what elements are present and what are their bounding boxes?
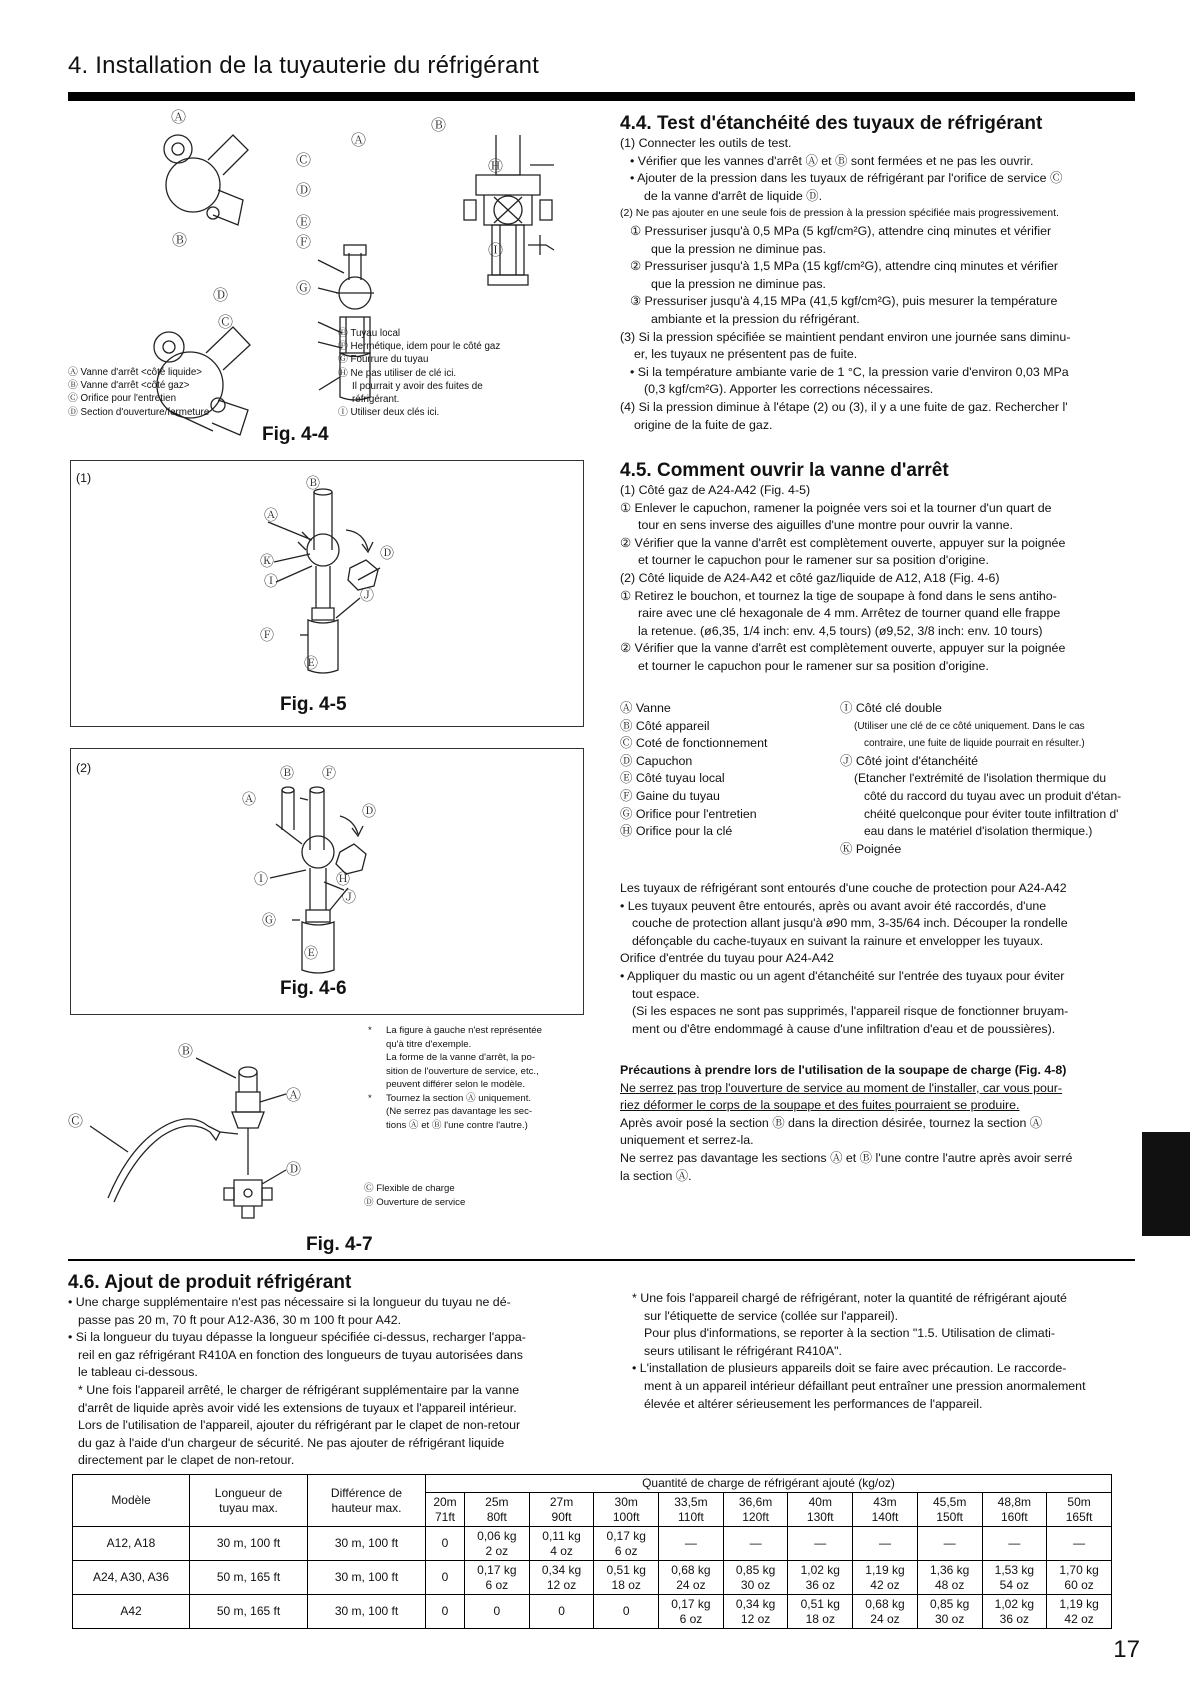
fig47-marker-b: Ⓑ xyxy=(178,1042,194,1060)
text-line: ① Retirez le bouchon, et tournez la tige de soupape à fond dans le sens antiho- xyxy=(620,588,1057,603)
text-line: Orifice d'entrée du tuyau pour A24-A42 xyxy=(620,951,834,966)
section-4-4-title: 4.4. Test d'étanchéité des tuyaux de réfrigérant xyxy=(620,113,1043,134)
precautions-warning: Ne serrez pas trop l'ouverture de service au moment de l'installer, car vous pour- xyxy=(620,1080,1063,1095)
legend-line: Ⓖ Orifice pour l'entretien xyxy=(620,806,757,821)
legend-line: Ⓓ Ouverture de service xyxy=(364,1196,466,1208)
table-cell: 0,85 kg 30 oz xyxy=(917,1595,982,1629)
text-line: • Appliquer du mastic ou un agent d'étanchéité sur l'entrée des tuyaux pour éviter xyxy=(620,968,1065,983)
legend-line: Ⓔ Tuyau local xyxy=(338,328,401,339)
text-line: ambiante et la pression du réfrigérant. xyxy=(651,311,860,326)
table-cell: A42 xyxy=(73,1595,190,1629)
fig45-marker-a: Ⓐ xyxy=(264,508,278,524)
fig46-marker-b: Ⓑ xyxy=(280,766,294,782)
legend-line: Ⓓ Section d'ouverture/fermeture xyxy=(68,406,210,418)
legend-line: (Etancher l'extrémité de l'isolation thermique du xyxy=(854,771,1107,786)
column-header: 50m 165ft xyxy=(1047,1493,1112,1527)
column-header: 27m 90ft xyxy=(529,1493,594,1527)
text-line: ① Pressuriser jusqu'à 0,5 MPa (5 kgf/cm²G), attendre cinq minutes et vérifier xyxy=(630,223,1052,238)
legend-line: Ⓚ Poignée xyxy=(840,841,902,856)
fig44-marker-e: Ⓔ xyxy=(296,213,312,231)
text-line: Ne serrez pas davantage les sections Ⓐ et Ⓑ l'une contre l'autre après avoir serré xyxy=(620,1150,1073,1165)
note-line: La forme de la vanne d'arrêt, la po- xyxy=(386,1052,536,1063)
text-line: • Les tuyaux peuvent être entourés, après ou avant avoir été raccordés, d'une xyxy=(620,898,1047,913)
fig45-marker-f: Ⓕ xyxy=(260,628,274,644)
fig-4-4-label: Fig. 4-4 xyxy=(262,424,329,445)
precautions xyxy=(620,1062,1140,1185)
fig47-marker-a: Ⓐ xyxy=(286,1086,302,1104)
table-cell: 1,02 kg 36 oz xyxy=(982,1595,1047,1629)
text-line: que la pression ne diminue pas. xyxy=(651,276,826,291)
fig44-marker-h: Ⓗ xyxy=(488,157,504,175)
legend-line: Ⓙ Côté joint d'étanchéité xyxy=(840,753,979,768)
text-line: Lors de l'utilisation de l'appareil, ajouter du réfrigérant par le clapet de non-retour xyxy=(78,1418,521,1433)
page-title: 4. Installation de la tuyauterie du réfrigérant xyxy=(68,52,540,79)
section-4-5-title: 4.5. Comment ouvrir la vanne d'arrêt xyxy=(620,460,949,481)
fig46-marker-a: Ⓐ xyxy=(242,792,256,808)
table-cell: 30 m, 100 ft xyxy=(190,1527,308,1561)
fig45-marker-i: Ⓘ xyxy=(264,574,278,590)
text-line: (3) Si la pression spécifiée se maintient pendant environ une journée sans diminu- xyxy=(620,329,1071,344)
note-line: Tournez la section Ⓐ uniquement. xyxy=(386,1092,532,1104)
text-line: (2) Côté liquide de A24-A42 et côté gaz/liquide de A12, A18 (Fig. 4-6) xyxy=(620,570,1000,585)
precautions-title: Précautions à prendre lors de l'utilisation de la soupape de charge (Fig. 4-8) xyxy=(620,1063,1067,1077)
text-line: (2) Ne pas ajouter en une seule fois de pression à la pression spécifiée mais progressivement. xyxy=(620,207,1059,220)
text-line: er, les tuyaux ne présentent pas de fuite. xyxy=(634,347,858,362)
header-model: Modèle xyxy=(73,1475,190,1527)
table-cell: 0,17 kg 6 oz xyxy=(659,1595,724,1629)
fig45-marker-e: Ⓔ xyxy=(304,656,318,672)
table-cell: — xyxy=(659,1527,724,1561)
section-4-5-paragraph xyxy=(620,880,1130,1038)
table-cell: — xyxy=(982,1527,1047,1561)
fig44-marker-b1: Ⓑ xyxy=(172,231,188,249)
table-row xyxy=(73,1527,1112,1561)
text-line: ① Enlever le capuchon, ramener la poignée vers soi et la tourner d'un quart de xyxy=(620,500,1052,515)
table-cell: 0 xyxy=(465,1595,530,1629)
text-line: * Une fois l'appareil arrêté, le charger de réfrigérant supplémentaire par la vanne xyxy=(78,1382,520,1397)
legend-line: Ⓘ Utiliser deux clés ici. xyxy=(338,407,440,419)
text-line: de la vanne d'arrêt de liquide Ⓓ. xyxy=(644,188,823,203)
text-line: d'arrêt de liquide après avoir vidé les extensions de tuyaux et l'appareil intérieur. xyxy=(78,1400,517,1415)
table-cell: 0,17 kg 6 oz xyxy=(465,1561,530,1595)
text-line: • Vérifier que les vannes d'arrêt Ⓐ et Ⓑ sont fermées et ne pas les ouvrir. xyxy=(630,153,1034,168)
text-line: seurs utilisant le réfrigérant R410A". xyxy=(644,1343,842,1358)
table-cell: 1,02 kg 36 oz xyxy=(788,1561,853,1595)
table-cell: 50 m, 165 ft xyxy=(190,1595,308,1629)
section-4-6-title: 4.6. Ajout de produit réfrigérant xyxy=(68,1272,352,1293)
text-line: • Une charge supplémentaire n'est pas nécessaire si la longueur du tuyau ne dé- xyxy=(68,1295,511,1309)
column-header: 45,5m 150ft xyxy=(917,1493,982,1527)
precautions-warning: riez déformer le corps de la soupape et des fuites pourraient se produire. xyxy=(620,1098,1020,1113)
text-line: la section Ⓐ. xyxy=(620,1168,692,1183)
fig44-marker-a1: Ⓐ xyxy=(171,108,187,126)
legend-line: chéité quelconque pour éviter toute infiltration d' xyxy=(864,806,1119,821)
table-cell: 0 xyxy=(529,1595,594,1629)
note-line: tions Ⓐ et Ⓑ l'une contre l'autre.) xyxy=(386,1119,528,1131)
legend-line: Ⓑ Vanne d'arrêt <côté gaz> xyxy=(68,380,190,392)
fig47-marker-d: Ⓓ xyxy=(286,1160,302,1178)
text-line: la retenue. (ø6,35, 1/4 inch: env. 4,5 tours) (ø9,52, 3/8 inch: env. 10 tours) xyxy=(638,623,1043,638)
fig-4-7-label: Fig. 4-7 xyxy=(306,1234,373,1255)
table-cell: 0,06 kg 2 oz xyxy=(465,1527,530,1561)
text-line: du gaz à l'aide d'un chargeur de sécurité. Ne pas ajouter de réfrigérant liquide xyxy=(78,1435,505,1450)
fig46-marker-f: Ⓖ xyxy=(262,913,276,929)
table-cell: — xyxy=(723,1527,788,1561)
section-4-5 xyxy=(620,460,1130,676)
fig44-marker-i: Ⓘ xyxy=(488,241,504,259)
legend-line: Ⓒ Orifice pour l'entretien xyxy=(68,393,177,405)
text-line: Pour plus d'informations, se reporter à la section "1.5. Utilisation de climati- xyxy=(644,1326,1056,1341)
legend-line: Ⓐ Vanne xyxy=(620,701,671,715)
note-star: * xyxy=(368,1025,372,1036)
table-cell: A12, A18 xyxy=(73,1527,190,1561)
table-cell: 0 xyxy=(594,1595,659,1629)
note-line: peuvent différer selon le modèle. xyxy=(386,1079,526,1090)
text-line: directement par le clapet de non-retour. xyxy=(78,1453,295,1468)
text-line: reil en gaz réfrigérant R410A en fonction des longueurs de tuyau autorisées dans xyxy=(78,1347,523,1362)
section-4-5-legend-left xyxy=(620,700,820,841)
table-cell: — xyxy=(788,1527,853,1561)
table-cell: 0,85 kg 30 oz xyxy=(723,1561,788,1595)
text-line: • Si la longueur du tuyau dépasse la longueur spécifiée ci-dessus, recharger l'appa- xyxy=(68,1330,526,1345)
table-row xyxy=(73,1595,1112,1629)
table-cell: 0 xyxy=(426,1561,465,1595)
fig44-marker-b2: Ⓑ xyxy=(431,116,447,134)
text-line: élevée et altérer sérieusement les performances de l'appareil. xyxy=(644,1396,983,1411)
legend-line: eau dans le matériel d'isolation thermique.) xyxy=(864,824,1093,839)
table-cell: 0,51 kg 18 oz xyxy=(594,1561,659,1595)
section-4-5-legend-right xyxy=(840,700,1140,858)
legend-line: Ⓔ Côté tuyau local xyxy=(620,771,725,786)
text-line: défonçable du cache-tuyaux en suivant la rainure et envelopper les tuyaux. xyxy=(632,933,1044,948)
text-line: uniquement et serrez-la. xyxy=(620,1133,754,1148)
note-line: La figure à gauche n'est représentée xyxy=(386,1025,542,1036)
legend-line: Ⓕ Hermétique, idem pour le côté gaz xyxy=(338,341,501,353)
refrigerant-table xyxy=(72,1474,1112,1629)
text-line: (Si les espaces ne sont pas supprimés, l'appareil risque de fonctionner bruyam- xyxy=(632,1004,1069,1019)
column-header: 20m 71ft xyxy=(426,1493,465,1527)
text-line: Les tuyaux de réfrigérant sont entourés d'une couche de protection pour A24-A42 xyxy=(620,881,1067,895)
fig-4-5-number: (1) xyxy=(76,471,92,485)
legend-line: côté du raccord du tuyau avec un produit d'étan- xyxy=(864,788,1122,803)
text-line: couche de protection allant jusqu'à ø90 mm, 3-35/64 inch. Découper la rondelle xyxy=(632,916,1068,931)
fig44-marker-d2: Ⓓ xyxy=(296,181,312,199)
column-header: 30m 100ft xyxy=(594,1493,659,1527)
column-header: 40m 130ft xyxy=(788,1493,853,1527)
fig46-marker-j: Ⓙ xyxy=(342,890,356,906)
text-line: (1) Connecter les outils de test. xyxy=(620,136,792,150)
fig44-marker-d1: Ⓓ xyxy=(213,286,229,304)
table-cell: — xyxy=(1047,1527,1112,1561)
table-cell: 1,19 kg 42 oz xyxy=(1047,1595,1112,1629)
text-line: raire avec une clé hexagonale de 4 mm. Arrêtez de tourner quand elle frappe xyxy=(638,606,1061,621)
table-cell: 0,51 kg 18 oz xyxy=(788,1595,853,1629)
text-line: (1) Côté gaz de A24-A42 (Fig. 4-5) xyxy=(620,483,811,497)
text-line: (4) Si la pression diminue à l'étape (2) ou (3), il y a une fuite de gaz. Rechercher l' xyxy=(620,399,1068,414)
table-cell: 0,68 kg 24 oz xyxy=(659,1561,724,1595)
table-cell: 30 m, 100 ft xyxy=(308,1527,426,1561)
text-line: et tourner le capuchon pour le ramener sur sa position d'origine. xyxy=(638,553,989,568)
table-cell: 30 m, 100 ft xyxy=(308,1561,426,1595)
table-cell: 0 xyxy=(426,1595,465,1629)
note-line: sition de l'ouverture de service, etc., xyxy=(386,1065,539,1077)
fig44-marker-f: Ⓕ xyxy=(296,233,312,251)
legend-line: Ⓗ Ne pas utiliser de clé ici. xyxy=(338,367,457,379)
header-diff: Différence de hauteur max. xyxy=(308,1475,426,1527)
legend-line: (Utiliser une clé de ce côté uniquement. Dans le cas xyxy=(854,720,1085,732)
table-cell: 50 m, 165 ft xyxy=(190,1561,308,1595)
column-header: 43m 140ft xyxy=(853,1493,918,1527)
table-cell: 0,17 kg 6 oz xyxy=(594,1527,659,1561)
header-quantity: Quantité de charge de réfrigérant ajouté (kg/oz) xyxy=(426,1475,1112,1493)
text-line: que la pression ne diminue pas. xyxy=(651,241,826,256)
table-cell: 0,11 kg 4 oz xyxy=(529,1527,594,1561)
text-line: ② Vérifier que la vanne d'arrêt est complètement ouverte, appuyer sur la poignée xyxy=(620,535,1066,550)
table-cell: A24, A30, A36 xyxy=(73,1561,190,1595)
fig-4-7-notes xyxy=(364,1024,584,1132)
chapter-tab xyxy=(1142,1132,1190,1236)
text-line: • L'installation de plusieurs appareils doit se faire avec précaution. Le raccorde- xyxy=(632,1361,1067,1376)
fig-4-5-label: Fig. 4-5 xyxy=(280,694,347,715)
text-line: sur l'étiquette de service (collée sur l'appareil). xyxy=(644,1308,899,1323)
note-star: * xyxy=(368,1092,372,1104)
section-4-6-right xyxy=(632,1290,1136,1413)
text-line: Après avoir posé la section Ⓑ dans la direction désirée, tournez la section Ⓐ xyxy=(620,1115,1043,1130)
text-line: tout espace. xyxy=(632,986,700,1001)
text-line: * Une fois l'appareil chargé de réfrigérant, noter la quantité de réfrigérant ajouté xyxy=(632,1291,1067,1305)
section-4-6 xyxy=(68,1272,588,1470)
text-line: • Ajouter de la pression dans les tuyaux de réfrigérant par l'orifice de service Ⓒ xyxy=(630,171,1063,186)
table-cell: — xyxy=(853,1527,918,1561)
table-cell: 0,34 kg 12 oz xyxy=(529,1561,594,1595)
fig-4-7-drawing xyxy=(68,1030,368,1240)
table-cell: 1,53 kg 54 oz xyxy=(982,1561,1047,1595)
legend-line: Il pourrait y avoir des fuites de xyxy=(352,380,483,392)
text-line: ② Pressuriser jusqu'à 1,5 MPa (15 kgf/cm²G), attendre cinq minutes et vérifier xyxy=(630,259,1059,274)
table-cell: 1,36 kg 48 oz xyxy=(917,1561,982,1595)
fig47-marker-c: Ⓒ xyxy=(68,1112,84,1130)
text-line: le tableau ci-dessous. xyxy=(78,1365,198,1380)
title-rule xyxy=(68,92,1135,101)
fig44-marker-c1: Ⓒ xyxy=(218,313,234,331)
fig46-marker-i: Ⓘ xyxy=(254,872,268,888)
fig-4-4-legend-left xyxy=(68,366,298,419)
column-header: 36,6m 120ft xyxy=(723,1493,788,1527)
text-line: tour en sens inverse des aiguilles d'une montre pour ouvrir la vanne. xyxy=(638,518,1013,533)
fig44-marker-g: Ⓖ xyxy=(296,279,312,297)
fig-4-5-drawing xyxy=(240,470,440,680)
fig46-marker-g: Ⓕ xyxy=(322,766,336,782)
section-divider xyxy=(68,1259,1135,1261)
column-header: 25m 80ft xyxy=(465,1493,530,1527)
note-line: qu'à titre d'exemple. xyxy=(386,1038,472,1050)
fig44-marker-c2: Ⓒ xyxy=(296,151,312,169)
fig45-marker-k: Ⓚ xyxy=(260,554,274,570)
fig-4-7-legend xyxy=(364,1182,465,1209)
legend-line: Ⓒ Flexible de charge xyxy=(364,1183,455,1194)
legend-line: Ⓑ Côté appareil xyxy=(620,718,710,733)
fig-4-4-legend-right xyxy=(338,327,558,419)
text-line: origine de la fuite de gaz. xyxy=(634,417,773,432)
text-line: • Si la température ambiante varie de 1 °C, la pression varie d'environ 0,03 MPa xyxy=(630,364,1069,379)
fig46-marker-e: Ⓔ xyxy=(304,946,318,962)
fig45-marker-b: Ⓑ xyxy=(306,476,320,492)
legend-line: Ⓘ Côté clé double xyxy=(840,701,942,715)
table-cell: 0,34 kg 12 oz xyxy=(723,1595,788,1629)
legend-line: Ⓖ Fourrure du tuyau xyxy=(338,354,429,366)
text-line: ment ou d'être endommagé à cause d'une infiltration d'eau et de poussières). xyxy=(632,1021,1056,1036)
table-cell: 30 m, 100 ft xyxy=(308,1595,426,1629)
legend-line: Ⓕ Gaine du tuyau xyxy=(620,788,720,803)
fig46-marker-h: Ⓗ xyxy=(336,872,350,888)
legend-line: Ⓒ Coté de fonctionnement xyxy=(620,736,768,751)
table-cell: — xyxy=(917,1527,982,1561)
fig-4-6-number: (2) xyxy=(76,761,92,775)
fig44-marker-a2: Ⓐ xyxy=(351,131,367,149)
legend-line: contraire, une fuite de liquide pourrait en résulter.) xyxy=(864,738,1085,750)
fig-4-6-drawing xyxy=(240,760,440,970)
legend-line: réfrigérant. xyxy=(352,394,400,406)
section-4-4 xyxy=(620,113,1130,434)
text-line: passe pas 20 m, 70 ft pour A12-A36, 30 m 100 ft pour A42. xyxy=(78,1312,402,1327)
column-header: 33,5m 110ft xyxy=(659,1493,724,1527)
fig-4-6-label: Fig. 4-6 xyxy=(280,978,347,999)
text-line: ment à un appareil intérieur défaillant peut entraîner une pression anormalement xyxy=(644,1378,1086,1393)
legend-line: Ⓐ Vanne d'arrêt <côté liquide> xyxy=(68,367,203,378)
text-line: ③ Pressuriser jusqu'à 4,15 MPa (41,5 kgf/cm²G), puis mesurer la température xyxy=(630,294,1058,309)
table-cell: 1,70 kg 60 oz xyxy=(1047,1561,1112,1595)
fig45-marker-d: Ⓓ xyxy=(380,546,394,562)
header-length: Longueur de tuyau max. xyxy=(190,1475,308,1527)
note-line: (Ne serrez pas davantage les sec- xyxy=(386,1106,533,1117)
legend-line: Ⓗ Orifice pour la clé xyxy=(620,824,733,839)
table-cell: 0,68 kg 24 oz xyxy=(853,1595,918,1629)
text-line: et tourner le capuchon pour le ramener sur sa position d'origine. xyxy=(638,658,989,673)
text-line: (0,3 kgf/cm²G). Apporter les corrections nécessaires. xyxy=(644,382,934,397)
fig46-marker-d: Ⓓ xyxy=(362,804,376,820)
page-number: 17 xyxy=(1113,1636,1140,1663)
fig45-marker-j: Ⓙ xyxy=(360,588,374,604)
table-cell: 0 xyxy=(426,1527,465,1561)
legend-line: Ⓓ Capuchon xyxy=(620,753,693,768)
table-cell: 1,19 kg 42 oz xyxy=(853,1561,918,1595)
table-row xyxy=(73,1561,1112,1595)
column-header: 48,8m 160ft xyxy=(982,1493,1047,1527)
text-line: ② Vérifier que la vanne d'arrêt est complètement ouverte, appuyer sur la poignée xyxy=(620,641,1066,656)
